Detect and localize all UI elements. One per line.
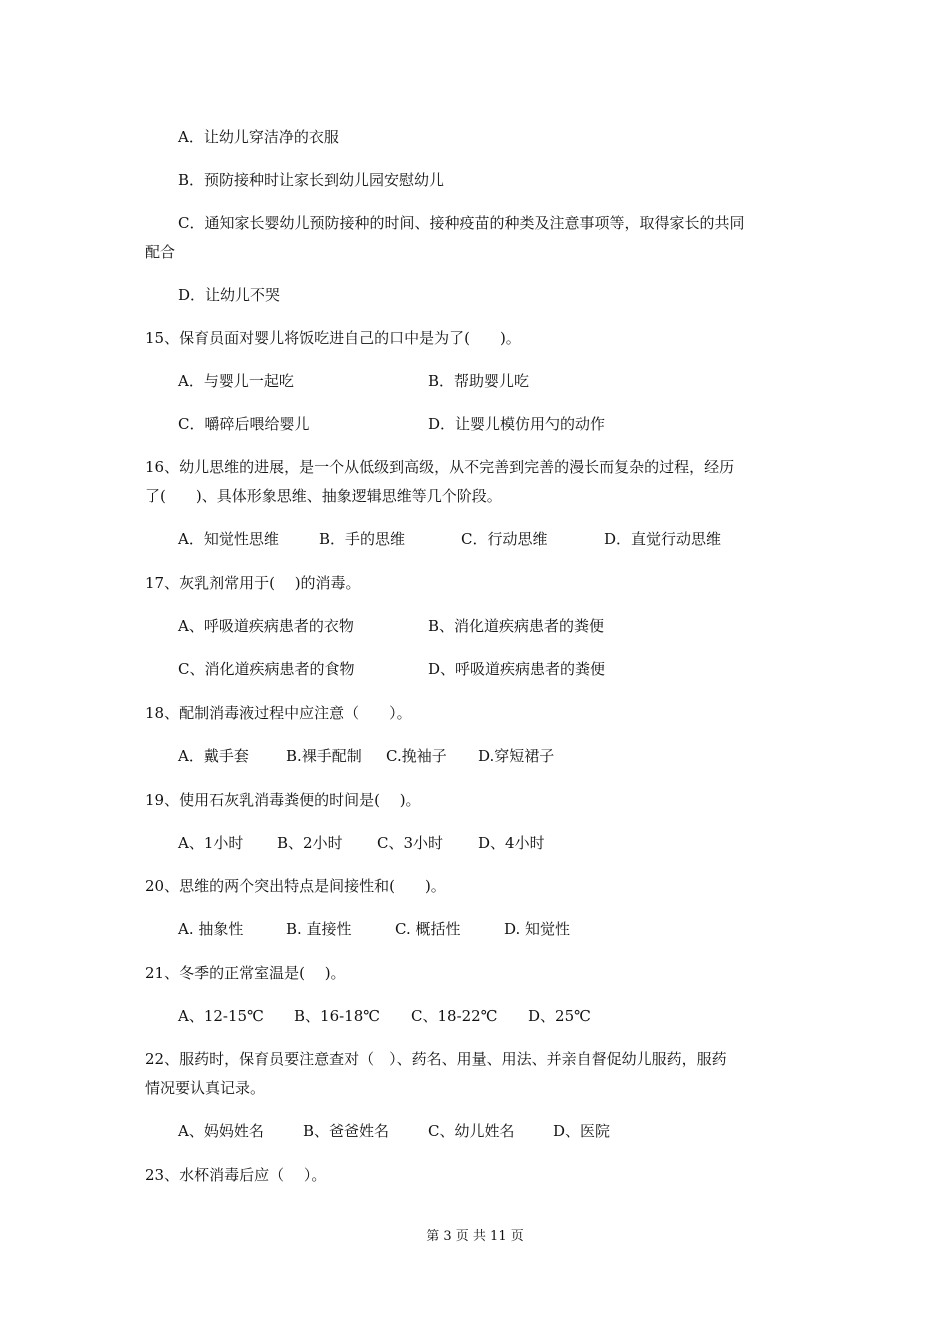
q20-option-c: C. 概括性 bbox=[395, 920, 461, 938]
q15-option-c: C．嚼碎后喂给婴儿 bbox=[178, 415, 310, 433]
q21-option-a: A、12-15℃ bbox=[178, 1007, 264, 1025]
q18-option-a: A．戴手套 bbox=[178, 747, 249, 765]
q17-option-b: B、消化道疾病患者的粪便 bbox=[428, 617, 605, 635]
q19-option-d: D、4小时 bbox=[478, 834, 545, 852]
q14-option-c-line2: 配合 bbox=[145, 243, 176, 261]
q20-option-d: D. 知觉性 bbox=[504, 920, 571, 938]
q16-option-d: D．直觉行动思维 bbox=[604, 530, 722, 548]
q22-option-a: A、妈妈姓名 bbox=[178, 1122, 264, 1140]
q21-option-d: D、25℃ bbox=[528, 1007, 591, 1025]
page-footer: 第 3 页 共 11 页 bbox=[426, 1229, 524, 1244]
q20-option-b: B. 直接性 bbox=[286, 920, 352, 938]
q15-stem: 15、保育员面对婴儿将饭吃进自己的口中是为了( )。 bbox=[145, 329, 521, 347]
q18-option-d: D.穿短裙子 bbox=[478, 747, 555, 765]
q22-stem-line1: 22、服药时，保育员要注意查对（ ）、药名、用量、用法、并亲自督促幼儿服药，服药 bbox=[145, 1050, 727, 1068]
q22-option-b: B、爸爸姓名 bbox=[303, 1122, 390, 1140]
q18-option-b: B.裸手配制 bbox=[286, 747, 362, 765]
q23-stem: 23、水杯消毒后应（ ）。 bbox=[145, 1166, 327, 1184]
q18-stem: 18、配制消毒液过程中应注意（ ）。 bbox=[145, 704, 412, 722]
q20-option-a: A. 抽象性 bbox=[178, 920, 244, 938]
q14-option-c-line1: C．通知家长婴幼儿预防接种的时间、接种疫苗的种类及注意事项等，取得家长的共同 bbox=[178, 214, 745, 232]
q19-option-c: C、3小时 bbox=[377, 834, 444, 852]
q21-option-c: C、18-22℃ bbox=[411, 1007, 498, 1025]
q16-option-b: B．手的思维 bbox=[319, 530, 406, 548]
q16-stem-line1: 16、幼儿思维的进展，是一个从低级到高级，从不完善到完善的漫长而复杂的过程，经历 bbox=[145, 458, 735, 476]
q17-option-d: D、呼吸道疾病患者的粪便 bbox=[428, 660, 606, 678]
q21-option-b: B、16-18℃ bbox=[294, 1007, 381, 1025]
q14-option-a: A．让幼儿穿洁净的衣服 bbox=[178, 128, 339, 146]
q14-option-d: D．让幼儿不哭 bbox=[178, 286, 281, 304]
q15-option-a: A．与婴儿一起吃 bbox=[178, 372, 294, 390]
q19-stem: 19、使用石灰乳消毒粪便的时间是( )。 bbox=[145, 791, 421, 809]
q17-option-c: C、消化道疾病患者的食物 bbox=[178, 660, 355, 678]
q21-stem: 21、冬季的正常室温是( )。 bbox=[145, 964, 346, 982]
q17-option-a: A、呼吸道疾病患者的衣物 bbox=[178, 617, 354, 635]
q22-stem-line2: 情况要认真记录。 bbox=[145, 1079, 266, 1097]
q19-option-b: B、2小时 bbox=[277, 834, 343, 852]
q16-stem-line2: 了( )、具体形象思维、抽象逻辑思维等几个阶段。 bbox=[145, 487, 502, 505]
q16-option-c: C．行动思维 bbox=[461, 530, 548, 548]
q20-stem: 20、思维的两个突出特点是间接性和( )。 bbox=[145, 877, 446, 895]
q15-option-d: D．让婴儿模仿用勺的动作 bbox=[428, 415, 606, 433]
q15-option-b: B．帮助婴儿吃 bbox=[428, 372, 530, 390]
q14-option-b: B．预防接种时让家长到幼儿园安慰幼儿 bbox=[178, 171, 445, 189]
q22-option-c: C、幼儿姓名 bbox=[428, 1122, 515, 1140]
q22-option-d: D、医院 bbox=[553, 1122, 611, 1140]
q19-option-a: A、1小时 bbox=[178, 834, 244, 852]
q18-option-c: C.挽袖子 bbox=[386, 747, 447, 765]
q16-option-a: A．知觉性思维 bbox=[178, 530, 279, 548]
q17-stem: 17、灰乳剂常用于( )的消毒。 bbox=[145, 574, 361, 592]
